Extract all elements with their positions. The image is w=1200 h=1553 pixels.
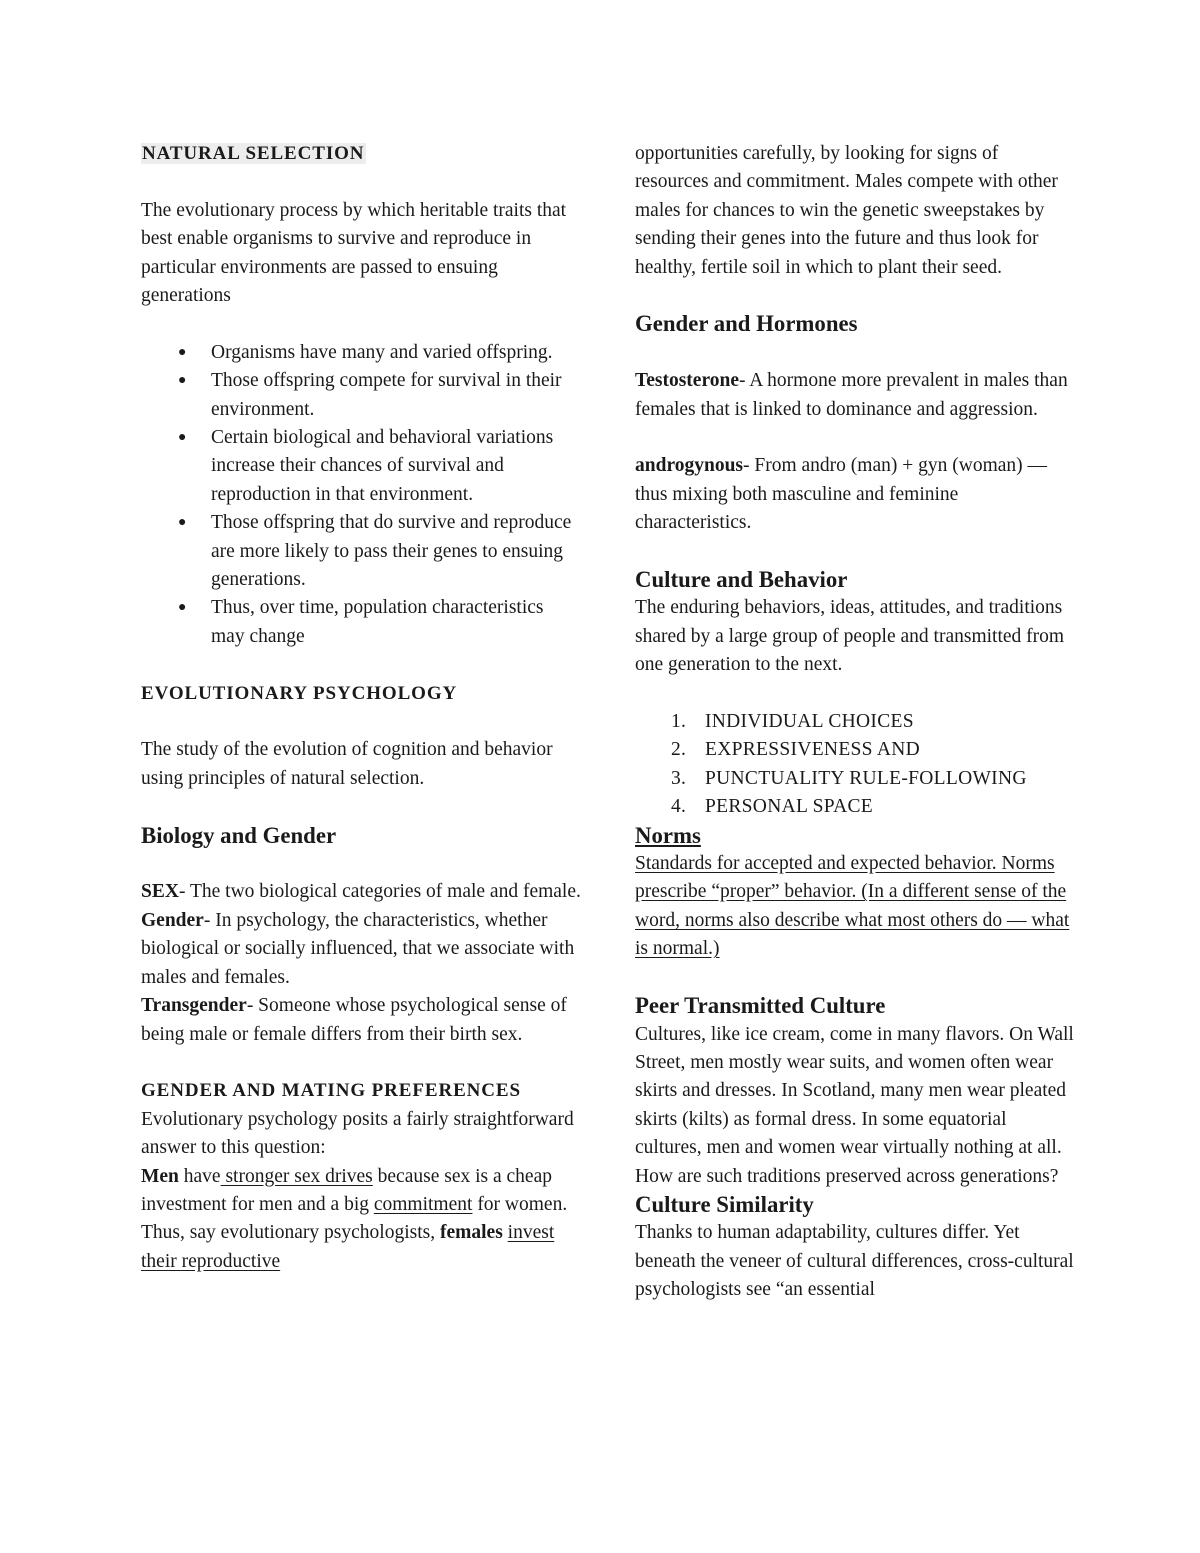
mating-paragraph: Men have stronger sex drives because sex is a cheap investment for men and a big commitment for women. Thus, say evolutionary psychologists, females invest their reproductive [141,1165,568,1272]
natural-selection-definition: The evolutionary process by which heritable traits that best enable organisms to survive and reproduce in particular environments are passed to ensuing generations [141,199,567,307]
culture-similarity-text: Thanks to human adaptability, cultures differ. Yet beneath the veneer of cultural differences, cross-cultural psychologists see “an essential [635,1222,1074,1301]
culture-list [635,708,1075,822]
sex-term: SEX [141,881,179,903]
culture-definition: The enduring behaviors, ideas, attitudes, and traditions shared by a large group of people and transmitted from one generation to the next. [635,597,1065,676]
testosterone-definition: Testosterone- A hormone more prevalent in males than females that is linked to dominance and aggression. [635,370,1068,420]
evolutionary-psychology-definition: The study of the evolution of cognition and behavior using principles of natural selection. [141,739,553,789]
gender-term: Gender [141,909,204,931]
bullet-icon: ● [178,600,187,616]
list-item: 4. PERSONAL SPACE [671,796,874,818]
culture-similarity-heading: Culture Similarity [635,1191,814,1217]
bullet-icon: ● [178,344,187,360]
mating-continuation: opportunities carefully, by looking for signs of resources and commitment. Males compete with other males for chances to win the genetic sweepstakes by sending their genes into the future and thus look for healthy, fertile soil in which to plant their seed. [635,143,1058,278]
mating-intro: Evolutionary psychology posits a fairly straightforward answer to this question: [141,1108,574,1159]
right-column [635,140,1075,1305]
list-item: ● Organisms have many and varied offspring. [141,339,581,367]
biology-gender-heading: Biology and Gender [141,822,337,848]
list-item: ● Those offspring that do survive and reproduce are more likely to pass their genes to ensuing generations. [141,509,581,594]
androgynous-term: androgynous [635,455,744,477]
mating-preferences-heading: GENDER AND MATING PREFERENCES [141,1080,521,1102]
list-item: 3. PUNCTUALITY RULE-FOLLOWING [671,767,1027,789]
natural-selection-bullets [141,339,581,651]
natural-selection-heading: NATURAL SELECTION [142,143,365,164]
gender-definition: Gender- In psychology, the characteristics, whether biological or socially influenced, that we associate with males and females. [141,909,575,988]
androgynous-definition: androgynous- From andro (man) + gyn (woman) — thus mixing both masculine and feminine characteristics. [635,455,1048,534]
bullet-icon: ● [178,373,187,389]
peer-culture-heading: Peer Transmitted Culture [635,993,886,1019]
list-item: 2. EXPRESSIVENESS AND [671,739,921,761]
evolutionary-psychology-heading: EVOLUTIONARY PSYCHOLOGY [141,682,458,704]
peer-culture-text: Cultures, like ice cream, come in many flavors. On Wall Street, men mostly wear suits, and women often wear skirts and dresses. In Scotland, many men wear pleated skirts (kilts) as formal dress. In some equatorial cultures, men and women wear virtually nothing at all. How are such traditions preserved across generations? [635,1023,1074,1187]
bullet-icon: ● [178,430,187,446]
norms-heading: Norms [635,822,701,848]
norms-definition: Standards for accepted and expected behavior. Norms prescribe “proper” behavior. (In a different sense of the word, norms also describe what most others do — what is normal.) [635,853,1070,960]
transgender-definition: Transgender- Someone whose psychological sense of being male or female differs from their birth sex. [141,995,567,1045]
transgender-term: Transgender [141,995,247,1017]
list-item: 1. INDIVIDUAL CHOICES [671,711,914,733]
list-item: ● Thus, over time, population characteristics may change [141,594,581,651]
list-item: ● Those offspring compete for survival in their environment. [141,367,581,424]
list-item: ● Certain biological and behavioral variations increase their chances of survival and reproduction in that environment. [141,424,581,509]
sex-definition: SEX- The two biological categories of male and female. [141,881,581,903]
testosterone-term: Testosterone [635,370,739,392]
culture-behavior-heading: Culture and Behavior [635,567,848,593]
gender-hormones-heading: Gender and Hormones [635,311,858,337]
bullet-icon: ● [178,515,187,531]
left-column [141,140,581,1276]
